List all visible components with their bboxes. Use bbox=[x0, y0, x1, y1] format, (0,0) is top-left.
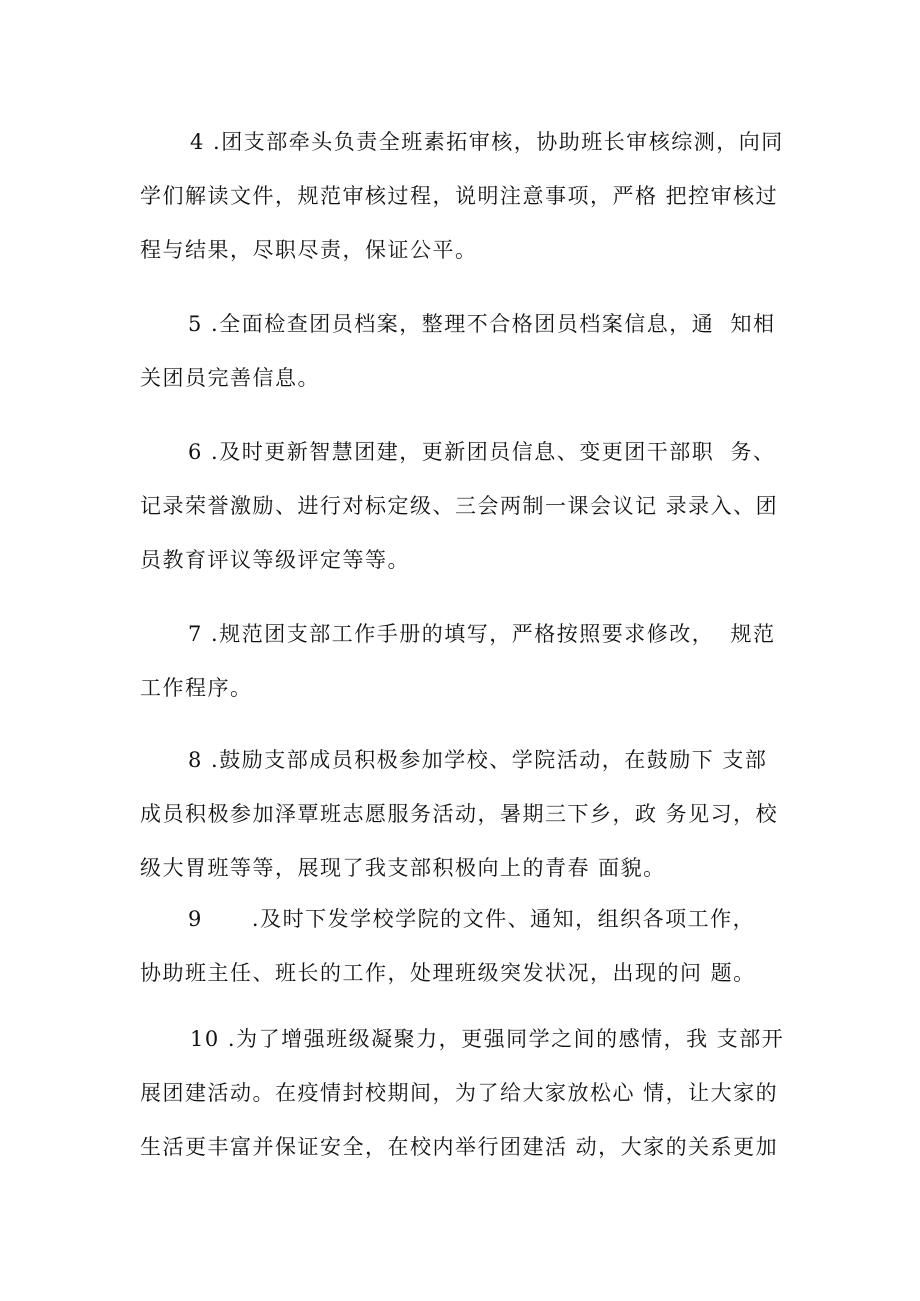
para-10-line-2: 展团建活动。在疫情封校期间，为了给大家放松心 情，让大家的 bbox=[140, 1081, 779, 1105]
para-7-line-2: 工作程序。 bbox=[140, 676, 253, 700]
para-6-line-1: 6 .及时更新智慧团建，更新团员信息、变更团干部职 务、 bbox=[188, 440, 776, 464]
para-4-line-1: 4 .团支部牵头负责全班素拓审核，协助班长审核综测，向同 bbox=[190, 130, 784, 154]
para-5-line-2: 关团员完善信息。 bbox=[140, 366, 320, 390]
para-5-line-1: 5 .全面检查团员档案，整理不合格团员档案信息，通 知相 bbox=[188, 312, 776, 336]
para-7-line-1: 7 .规范团支部工作手册的填写，严格按照要求修改， 规范 bbox=[188, 622, 776, 646]
para-9-line-2: 协助班主任、班长的工作，处理班级突发状况，出现的问 题。 bbox=[140, 961, 756, 985]
para-4-line-3: 程与结果，尽职尽责，保证公平。 bbox=[140, 238, 478, 262]
para-8-line-3: 级大胃班等等，展现了我支部积极向上的青春 面貌。 bbox=[140, 856, 666, 880]
para-8-line-2: 成员积极参加泽覃班志愿服务活动，暑期三下乡，政 务见习，校 bbox=[140, 802, 779, 826]
para-6-line-3: 员教育评议等级评定等等。 bbox=[140, 548, 410, 572]
para-9-line-1: 9 .及时下发学校学院的文件、通知，组织各项工作， bbox=[188, 907, 756, 931]
para-6-line-2: 记录荣誉激励、进行对标定级、三会两制一课会议记 录录入、团 bbox=[140, 494, 779, 518]
para-8-line-1: 8 .鼓励支部成员积极参加学校、学院活动，在鼓励下 支部 bbox=[188, 748, 768, 772]
para-10-line-3: 生活更丰富并保证安全，在校内举行团建活 动，大家的关系更加 bbox=[140, 1135, 779, 1159]
para-4-line-2: 学们解读文件，规范审核过程，说明注意事项，严格 把控审核过 bbox=[140, 184, 779, 208]
para-10-line-1: 10 .为了增强班级凝聚力，更强同学之间的感情，我 支部开 bbox=[190, 1027, 785, 1051]
